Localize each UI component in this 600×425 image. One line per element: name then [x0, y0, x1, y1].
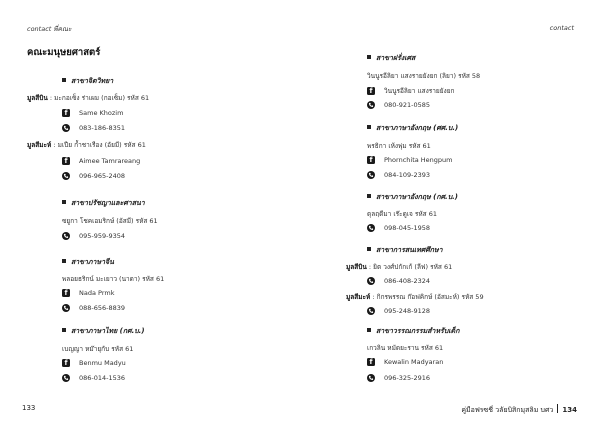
phone-number: 098-045-1958: [384, 224, 431, 232]
faculty-title: คณะมนุษยศาสตร์: [27, 47, 101, 58]
phone-icon: [367, 171, 375, 179]
subject-title: สาขาภาษาจีน: [71, 258, 114, 266]
phone-icon: [62, 124, 70, 132]
phone-number: 083-186-8351: [79, 124, 126, 132]
facebook-name: Aimee Tamrareang: [79, 157, 141, 165]
phone-row: [62, 304, 125, 312]
contact-name: [346, 262, 452, 272]
facebook-name: Same Khozim: [79, 109, 124, 117]
subject-title: สาขาภาษาอังกฤษ (ศศ.บ.): [376, 124, 459, 132]
phone-icon: [367, 277, 375, 285]
subject-title: สาขาวรรณกรรมสำหรับเด็ก: [376, 327, 460, 335]
page-number-left: 133: [22, 404, 36, 412]
phone-row: [62, 374, 125, 382]
contact-text: : มเปีย ก้ำชาเรือง (อัยมี) รหัส 61: [53, 141, 146, 149]
phone-number: 095-959-9354: [79, 232, 126, 240]
phone-icon: [367, 101, 375, 109]
contact-name: เกวลิน หมัดยะราน รหัส 61: [367, 344, 444, 352]
phone-icon: [62, 304, 70, 312]
facebook-row: [62, 359, 126, 367]
role-label: มูลสีมะห์: [27, 141, 52, 149]
bullet-square: [367, 125, 371, 129]
contact-name: พลอยธริกน์ มะเยาว (นาดา) รหัส 61: [62, 275, 165, 283]
phone-number: 086-014-1536: [79, 374, 126, 382]
facebook-icon: f: [62, 359, 70, 367]
role-label: มูลสีมะห์: [346, 293, 371, 301]
subject-heading: [367, 53, 415, 64]
phone-row: [62, 172, 125, 180]
contact-name: วินนูรอีลิยา แสงรายยังยก (ลิยา) รหัส 58: [367, 72, 481, 80]
facebook-icon: f: [367, 156, 375, 164]
footer-title: คู่มือฟรซชี่ วลัยบิสิกมุสลิม บศว: [461, 406, 554, 414]
phone-row: [367, 374, 430, 382]
header-right: contact: [549, 24, 574, 32]
subject-title: สาขาฝรั่งเศส: [376, 54, 416, 62]
contact-text: : มะกอเซ็ง ร่าเผม (กอเซ็ม) รหัส 61: [49, 94, 150, 102]
footer-right: [461, 404, 577, 416]
facebook-icon: f: [62, 157, 70, 165]
phone-icon: [367, 307, 375, 315]
contact-name: [27, 93, 149, 103]
phone-row: [62, 232, 125, 240]
facebook-name: Kewalin Madyaran: [384, 358, 444, 366]
facebook-row: [62, 157, 140, 165]
facebook-row: [367, 358, 443, 366]
subject-heading: [62, 257, 114, 268]
phone-icon: [367, 374, 375, 382]
phone-row: [367, 277, 430, 285]
subject-title: สาขาจิตวิทยา: [71, 77, 114, 85]
bullet-square: [367, 328, 371, 332]
subject-title: สาขาการสนเทศศึกษา: [376, 246, 443, 254]
subject-title: สาขาภาษาไทย (กศ.บ.): [71, 327, 145, 335]
bullet-square: [367, 247, 371, 251]
contact-name: พรธิกา เห้งพุ่ม รหัส 61: [367, 142, 431, 150]
subject-title: สาขาปรัชญาและศาสนา: [71, 199, 145, 207]
phone-number: 080-921-0585: [384, 101, 431, 109]
subject-title: สาขาภาษาอังกฤษ (กศ.บ.): [376, 193, 459, 201]
bullet-square: [62, 200, 66, 204]
phone-icon: [62, 172, 70, 180]
facebook-name: Benmu Madyu: [79, 359, 126, 367]
bullet-square: [62, 259, 66, 263]
phone-number: 086-408-2324: [384, 277, 431, 285]
phone-row: [62, 124, 125, 132]
facebook-name: วินนูรอีลิยา แสงรายยังยก: [384, 87, 455, 95]
right-page: [300, 0, 600, 425]
phone-icon: [62, 374, 70, 382]
facebook-icon: f: [62, 289, 70, 297]
subject-heading: [367, 192, 458, 203]
bullet-square: [62, 78, 66, 82]
facebook-row: [367, 156, 453, 164]
facebook-icon: f: [367, 87, 375, 95]
contact-name: ซยูกา โชคเอมริกษ์ (อัสมี) รหัส 61: [62, 217, 158, 225]
phone-icon: [367, 224, 375, 232]
facebook-row: [367, 86, 454, 96]
phone-number: 084-109-2393: [384, 171, 431, 179]
subject-heading: [367, 245, 443, 256]
header-left: contact พี่คณะ: [27, 25, 72, 33]
role-label: มูลสีบิน: [27, 94, 48, 102]
footer-divider: [557, 404, 558, 413]
facebook-icon: f: [62, 109, 70, 117]
contact-name: ดุลฤดีมา เร๊ะดูเจ รหัส 61: [367, 210, 437, 218]
contact-text: : ยิต วงศ์ปกักเก้ (ลีฟ) รหัส 61: [368, 263, 453, 271]
phone-number: 096-965-2408: [79, 172, 126, 180]
bullet-square: [367, 55, 371, 59]
phone-number: 096-325-2916: [384, 374, 431, 382]
subject-heading: [62, 326, 145, 337]
facebook-name: Nada Prmk: [79, 289, 115, 297]
contact-text: : กิกรพรรณ ก๊อฟคิกษ์ (อัสมะห์) รหัส 59: [372, 293, 484, 301]
facebook-row: [62, 109, 123, 117]
bullet-square: [367, 194, 371, 198]
phone-row: [367, 224, 430, 232]
subject-heading: [62, 198, 145, 209]
page-number-right: 134: [562, 406, 577, 414]
facebook-row: [62, 289, 114, 297]
contact-name: [346, 292, 484, 302]
contact-name: เบญญา หม๊ายุกับ รหัส 61: [62, 345, 134, 353]
phone-row: [367, 101, 430, 109]
phone-number: 088-656-8839: [79, 304, 126, 312]
phone-row: [367, 307, 430, 315]
facebook-name: Phornchita Hengpum: [384, 156, 453, 164]
subject-heading: [62, 76, 113, 87]
subject-heading: [367, 326, 459, 337]
bullet-square: [62, 328, 66, 332]
phone-icon: [62, 232, 70, 240]
phone-row: [367, 171, 430, 179]
phone-number: 095-248-9128: [384, 307, 431, 315]
contact-name: [27, 140, 146, 150]
subject-heading: [367, 123, 458, 134]
facebook-icon: f: [367, 358, 375, 366]
role-label: มูลสีบิน: [346, 263, 367, 271]
